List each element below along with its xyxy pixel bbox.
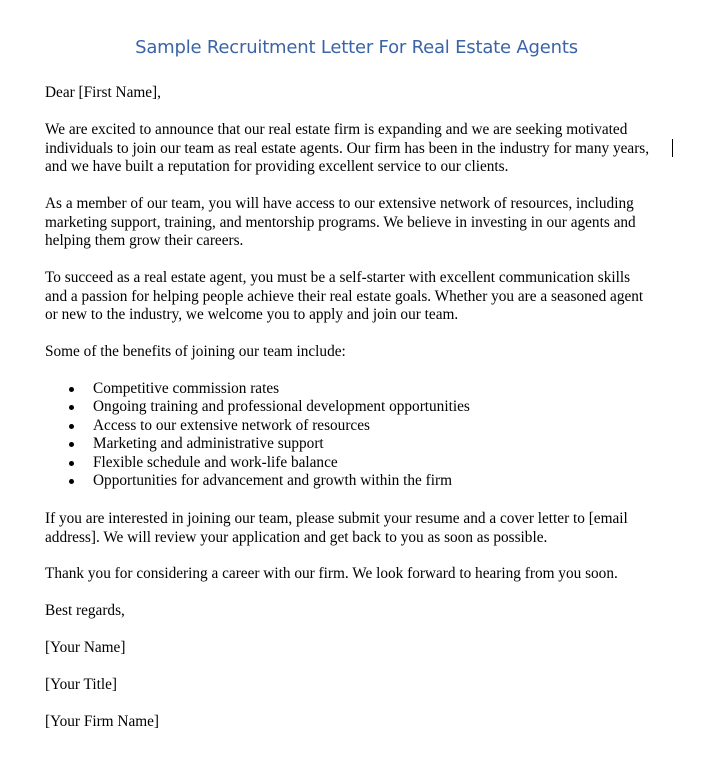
- paragraph-line: helping them grow their careers.: [45, 232, 244, 249]
- paragraph-membership: [45, 195, 673, 251]
- greeting: Dear [First Name],: [45, 84, 161, 101]
- paragraph-line: As a member of our team, you will have access to our extensive network of resources, including: [45, 195, 634, 212]
- paragraph-line: address]. We will review your application and get back to you as soon as possible.: [45, 528, 548, 546]
- signature-name: [Your Name]: [45, 639, 126, 656]
- benefit-text: Opportunities for advancement and growth within the firm: [93, 471, 452, 489]
- bullet-icon: [69, 479, 74, 484]
- closing: Best regards,: [45, 602, 125, 619]
- benefits-intro: Some of the benefits of joining our team include:: [45, 343, 346, 360]
- signature-title: [Your Title]: [45, 676, 117, 693]
- signature-firm: [Your Firm Name]: [45, 713, 160, 730]
- paragraph-line: individuals to join our team as real estate agents. Our firm has been in the industry for many years,: [45, 139, 650, 157]
- bullet-icon: [69, 424, 74, 429]
- bullet-icon: [69, 442, 74, 447]
- benefit-text: Flexible schedule and work-life balance: [93, 453, 338, 471]
- paragraph-line: If you are interested in joining our team, please submit your resume and a cover letter to [email: [45, 510, 628, 527]
- paragraph-line: marketing support, training, and mentorship programs. We believe in investing in our agents and: [45, 213, 636, 231]
- paragraph-thanks: Thank you for considering a career with our firm. We look forward to hearing from you soon.: [45, 565, 618, 582]
- benefit-text: Access to our extensive network of resources: [93, 416, 370, 434]
- benefit-item: [45, 417, 673, 435]
- benefit-item: [45, 472, 673, 490]
- bullet-icon: [69, 405, 74, 410]
- benefit-text: Ongoing training and professional development opportunities: [93, 398, 470, 416]
- document-title: Sample Recruitment Letter For Real Estate Agents: [135, 37, 578, 58]
- paragraph-success: [45, 269, 673, 325]
- paragraph-line: To succeed as a real estate agent, you must be a self-starter with excellent communication skills: [45, 269, 631, 286]
- bullet-icon: [69, 461, 74, 466]
- paragraph-line: and a passion for helping people achieve their real estate goals. Whether you are a seasoned agent: [45, 287, 644, 305]
- paragraph-line: We are excited to announce that our real estate firm is expanding and we are seeking motivated: [45, 121, 628, 138]
- benefit-item: [45, 435, 673, 453]
- paragraph-line: and we have built a reputation for providing excellent service to our clients.: [45, 158, 509, 175]
- benefits-list: [45, 380, 673, 490]
- benefit-text: Marketing and administrative support: [93, 435, 324, 453]
- benefit-text: Competitive commission rates: [93, 380, 280, 397]
- benefits-list-container: [45, 380, 673, 490]
- paragraph-intro: [45, 121, 673, 177]
- benefit-item: [45, 454, 673, 472]
- benefit-item: [45, 398, 673, 416]
- paragraph-apply: [45, 510, 673, 547]
- text-cursor: [672, 139, 673, 157]
- bullet-icon: [69, 387, 74, 392]
- benefit-item: [45, 380, 673, 398]
- paragraph-line: or new to the industry, we welcome you to apply and join our team.: [45, 306, 459, 323]
